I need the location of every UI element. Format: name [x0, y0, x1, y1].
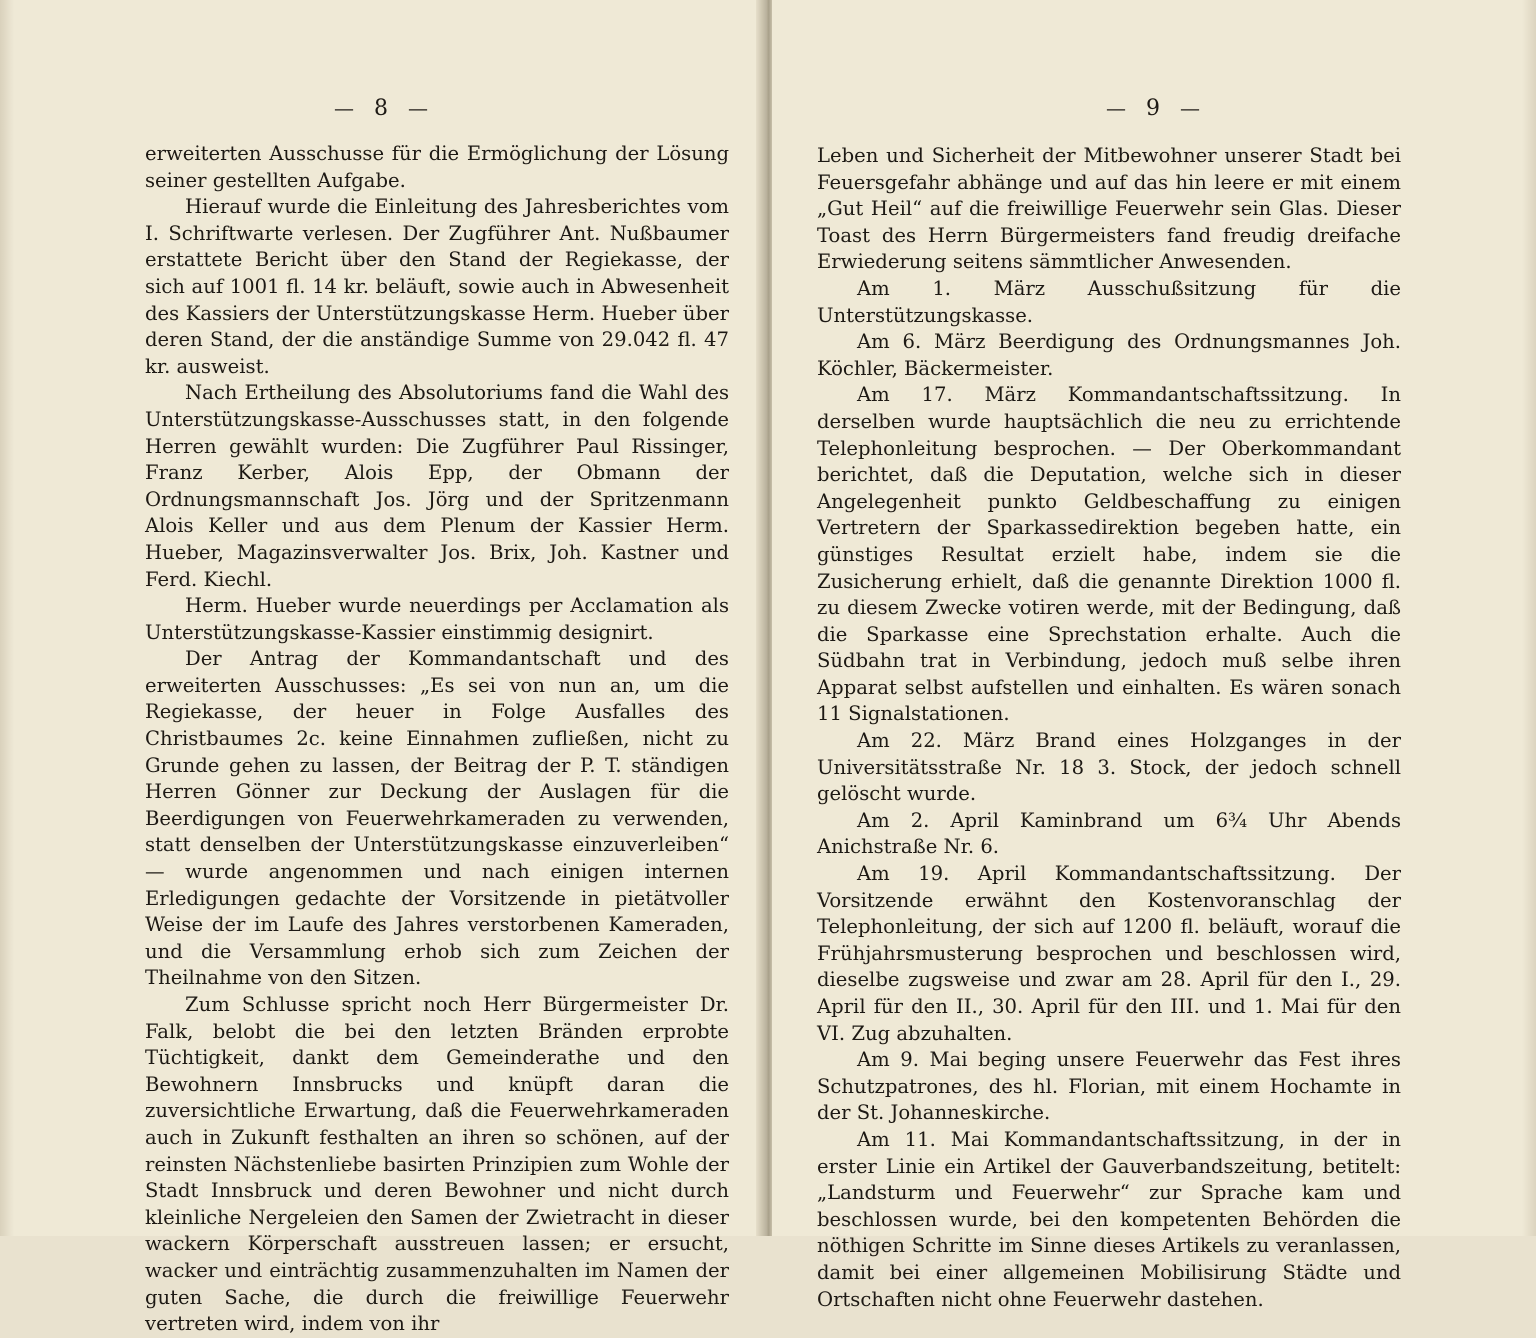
folio-dash: — [334, 96, 356, 120]
folio-dash: — [408, 96, 430, 120]
folio-number: 9 [1146, 96, 1162, 121]
left-page [0, 0, 764, 1336]
page-edge-shadow [1522, 0, 1536, 1236]
paragraph: Am 19. April Kommandantschaftssitzung. Der Vorsitzende erwähnt den Kostenvoranschlag der Telephonleitung, der sich auf 1200 fl. beläuft, worauf die Frühjahrsmusterung besprochen und beschlossen wird, dieselbe zugsweise und zwar am 28. April für den I., 29. April für den II., 30. April für den III. und 1. Mai für den VI. Zug abzuhalten. [817, 862, 1401, 1045]
paragraph: Am 2. April Kaminbrand um 6¾ Uhr Abends Anichstraße Nr. 6. [817, 808, 1401, 859]
paragraph: erweiterten Ausschusse für die Ermöglichung der Lösung seiner gestellten Aufgabe. [145, 142, 729, 192]
folio-dash: — [1180, 96, 1202, 120]
paragraph: Hierauf wurde die Einleitung des Jahresberichtes vom I. Schriftwarte verlesen. Der Zugführer Ant. Nußbaumer erstattete Bericht über den Stand der Regiekasse, der sich auf 1001 fl. 14 kr. beläuft, sowie auch in Abwesenheit des Kassiers der Unterstützungskasse Herm. Hueber über deren Stand, der die anständige Summe von 29.042 fl. 47 kr. ausweist. [145, 195, 729, 378]
paragraph: Am 11. Mai Kommandantschaftssitzung, in der in erster Linie ein Artikel der Gauverbandszeitung, betitelt: „Landsturm und Feuerwehr“ zur Sprache kam und beschlossen wurde, bei den kompetenten Behörden die nöthigen Schritte im Sinne dieses Artikels zu veranlassen, damit bei einer allgemeinen Mobilisirung Städte und Ortschaften nicht ohne Feuerwehr dastehen. [817, 1127, 1401, 1311]
paragraph: Am 1. März Ausschußsitzung für die Unterstützungskasse. [817, 276, 1401, 327]
paragraph: Am 17. März Kommandantschaftssitzung. In derselben wurde hauptsächlich die neu zu errichtende Telephonleitung besprochen. — Der Oberkommandant berichtet, daß die Deputation, welche sich in dieser Angelegenheit punkto Geldbeschaffung zu einigen Vertretern der Sparkassedirektion begeben hatte, ein günstiges Resultat erzielt habe, indem sie die Zusicherung erhielt, daß die genannte Direktion 1000 fl. zu diesem Zwecke votiren werde, mit der Bedingung, daß die Sparkasse eine Sprechstation erhalte. Auch die Südbahn trat in Verbindung, jedoch muß selbe ihren Apparat selbst aufstellen und einhalten. Es wären sonach 11 Signalstationen. [817, 383, 1401, 726]
paragraph: Der Antrag der Kommandantschaft und des erweiterten Ausschusses: „Es sei von nun an, um die Regiekasse, der heuer in Folge Ausfalles des Christbaumes 2c. keine Einnahmen zufließen, nicht zu Grunde gehen zu lassen, der Beitrag der P. T. ständigen Herren Gönner zur Deckung der Auslagen für die Beerdigungen von Feuerwehrkameraden zu verwenden, statt denselben der Unterstützungskasse einzuverleiben“ — wurde angenommen und nach einigen internen Erledigungen gedachte der Vorsitzende in pietätvoller Weise der im Laufe des Jahres verstorbenen Kameraden, und die Versammlung erhob sich zum Zeichen der Theilnahme von den Sitzen. [145, 647, 729, 990]
paragraph: Am 6. März Beerdigung des Ordnungsmannes Joh. Köchler, Bäckermeister. [817, 330, 1401, 380]
folio-dash: — [1106, 96, 1128, 120]
page-edge-shadow [0, 0, 14, 1236]
paragraph: Herm. Hueber wurde neuerdings per Acclamation als Unterstützungskasse-Kassier einstimmig designirt. [145, 594, 729, 644]
paragraph: Am 22. März Brand eines Holzganges in der Universitätsstraße Nr. 18 3. Stock, der jedoch schnell gelöscht wurde. [817, 729, 1401, 806]
paragraph: Leben und Sicherheit der Mitbewohner unserer Stadt bei Feuersgefahr abhänge und auf das hin leere er mit einem „Gut Heil“ auf die freiwillige Feuerwehr sein Glas. Dieser Toast des Herrn Bürgermeisters fand freudig dreifache Erwiederung seitens sämmtlicher Anwesenden. [817, 144, 1401, 274]
page-number-right [772, 96, 1536, 121]
left-page-body [145, 141, 729, 1338]
paragraph: Am 9. Mai beging unsere Feuerwehr das Fest ihres Schutzpatrones, des hl. Florian, mit einem Hochamte in der St. Johanneskirche. [817, 1048, 1401, 1125]
right-page-body [817, 143, 1401, 1313]
folio-number: 8 [374, 96, 390, 121]
paragraph: Zum Schlusse spricht noch Herr Bürgermeister Dr. Falk, belobt die bei den letzten Bränden erprobte Tüchtigkeit, dankt dem Gemeinderathe und den Bewohnern Innsbrucks und knüpft daran die zuversichtliche Erwartung, daß die Feuerwehrkameraden auch in Zukunft festhalten an ihren so schönen, auf der reinsten Nächstenliebe basirten Prinzipien zum Wohle der Stadt Innsbruck und deren Bewohner und nicht durch kleinliche Nergeleien den Samen der Zwietracht in dieser wackern Körperschaft ausstreuen lassen; er ersucht, wacker und einträchtig zusammenzuhalten im Namen der guten Sache, die durch die freiwillige Feuerwehr vertreten wird, indem von ihr [145, 993, 729, 1336]
page-number-left [0, 96, 764, 121]
paragraph: Nach Ertheilung des Absolutoriums fand die Wahl des Unterstützungskasse-Ausschusses statt, in den folgende Herren gewählt wurden: Die Zugführer Paul Rissinger, Franz Kerber, Alois Epp, der Obmann der Ordnungsmannschaft Jos. Jörg und der Spritzenmann Alois Keller und aus dem Plenum der Kassier Herm. Hueber, Magazinsverwalter Jos. Brix, Joh. Kastner und Ferd. Kiechl. [145, 381, 729, 591]
